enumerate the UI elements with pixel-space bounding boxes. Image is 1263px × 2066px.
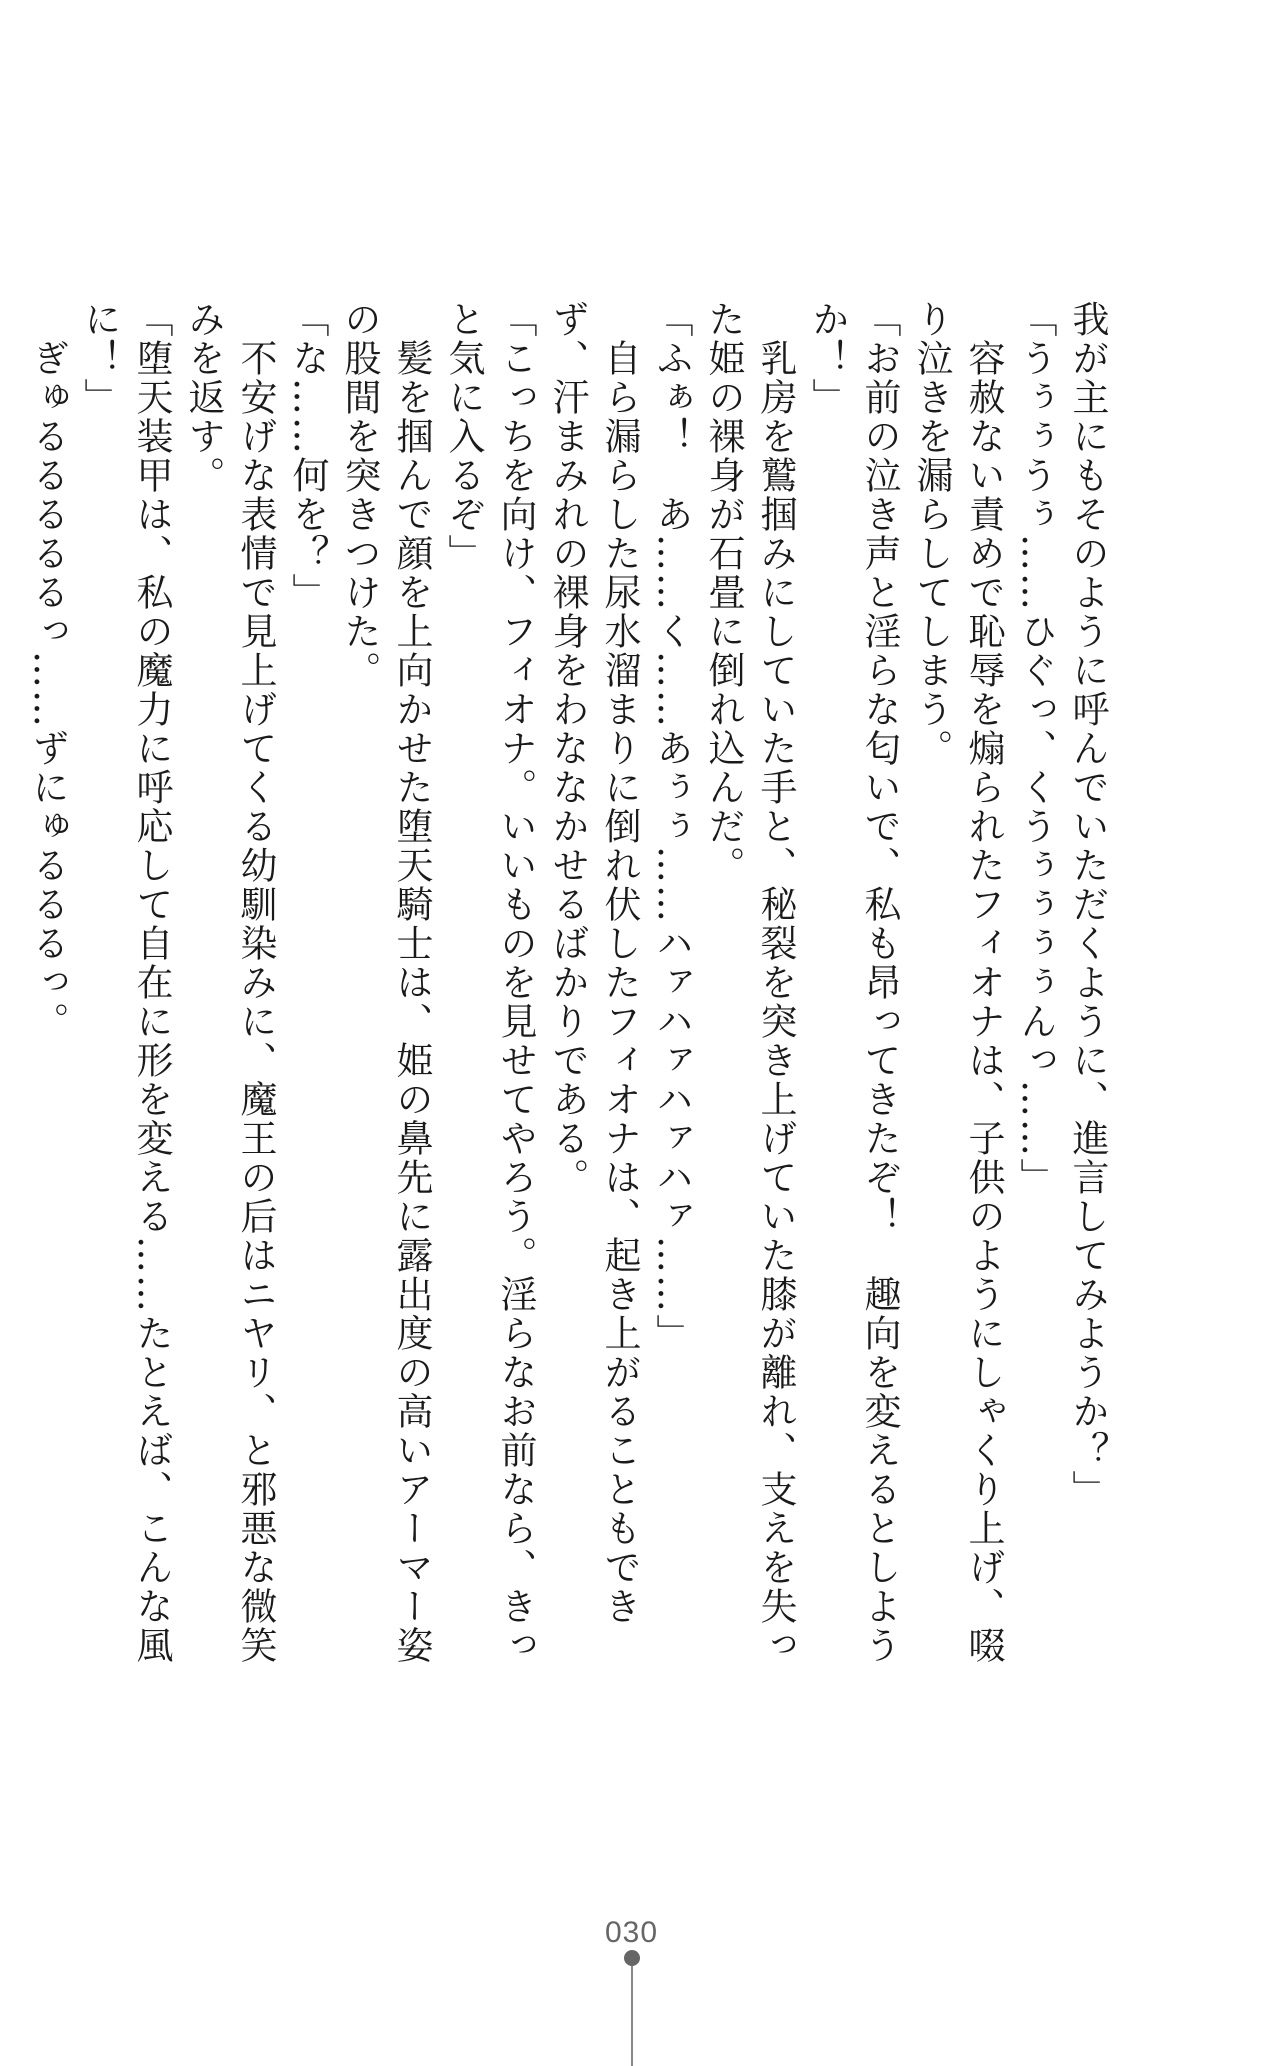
paragraph: 「うぅぅうぅ……ひぐっ、くうぅぅぅぅんっ……」 (1014, 300, 1057, 1197)
paragraph: 「こっちを向け、フィオナ。いいものを見せてやろう。淫らなお前なら、きっと気に入るぞ」 (442, 300, 537, 1665)
paragraph: 「堕天装甲は、私の魔力に呼応して自在に形を変える……たとえば、こんな風に！」 (78, 300, 173, 1665)
paragraph: ぎゅるるるるるっ……ずにゅるるるっ。 (26, 300, 69, 1041)
paragraph: 我が主にもそのように呼んでいただくように、進言してみようか？」 (1066, 300, 1109, 1509)
paragraph: 乳房を鷲掴みにしていた手と、秘裂を突き上げていた膝が離れ、支えを失った姫の裸身が石畳に倒れ込んだ。 (702, 300, 797, 1665)
paragraph: 「な……何を？」 (286, 300, 329, 612)
paragraph: 髪を掴んで顔を上向かせた堕天騎士は、姫の鼻先に露出度の高いアーマー姿の股間を突きつけた。 (338, 300, 433, 1665)
paragraph: 「お前の泣き声と淫らな匂いで、私も昂ってきたぞ！ 趣向を変えるとしようか！」 (806, 300, 901, 1665)
paragraph: 容赦ない責めで恥辱を煽られたフィオナは、子供のようにしゃくり上げ、啜り泣きを漏らしてしまう。 (910, 300, 1005, 1665)
paragraph: 不安げな表情で見上げてくる幼馴染みに、魔王の后はニヤリ、と邪悪な微笑みを返す。 (182, 300, 277, 1665)
page-marker-line (631, 1958, 633, 2066)
paragraph: 「ふぁ！ あ……く……あぅぅ……ハァハァハァハァ……」 (650, 300, 693, 1353)
body-text (21, 300, 1113, 1680)
paragraph: 自ら漏らした尿水溜まりに倒れ伏したフィオナは、起き上がることもできず、汗まみれの裸身をわななかせるばかりである。 (546, 300, 641, 1626)
page-marker-dot-icon (624, 1950, 640, 1966)
page-number: 030 (604, 1916, 659, 1949)
